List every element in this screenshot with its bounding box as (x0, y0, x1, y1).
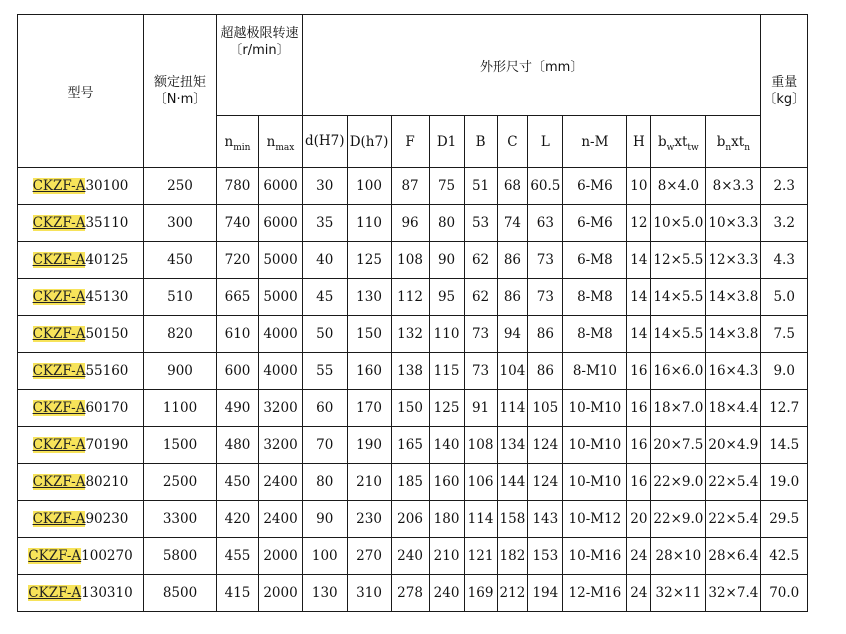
cell-d: 130 (303, 575, 348, 612)
model-cell (18, 464, 144, 501)
model-prefix-highlight: CKZF-A (32, 289, 86, 305)
cell-H: 24 (627, 575, 651, 612)
model-cell (18, 168, 144, 205)
cell-D1: 115 (429, 353, 464, 390)
header-H: H (627, 116, 651, 168)
cell-F: 112 (391, 279, 429, 316)
cell-bn: 16×4.3 (706, 353, 761, 390)
model-suffix: 80210 (85, 474, 129, 490)
cell-kg: 29.5 (761, 501, 808, 538)
cell-H: 14 (627, 279, 651, 316)
cell-nM: 10-M16 (563, 538, 627, 575)
cell-nmin: 780 (217, 168, 259, 205)
cell-B: 108 (464, 427, 497, 464)
cell-B: 91 (464, 390, 497, 427)
cell-d: 90 (303, 501, 348, 538)
cell-H: 14 (627, 316, 651, 353)
table-row (18, 538, 808, 575)
cell-D: 150 (347, 316, 391, 353)
cell-L: 63 (528, 205, 563, 242)
cell-torque: 450 (144, 242, 217, 279)
cell-C: 94 (497, 316, 528, 353)
cell-B: 51 (464, 168, 497, 205)
cell-nM: 10-M10 (563, 390, 627, 427)
cell-L: 124 (528, 427, 563, 464)
table-row (18, 427, 808, 464)
cell-d: 60 (303, 390, 348, 427)
cell-nmax: 5000 (259, 242, 303, 279)
cell-bn: 10×3.3 (706, 205, 761, 242)
cell-bw: 20×7.5 (651, 427, 706, 464)
cell-bn: 20×4.9 (706, 427, 761, 464)
model-prefix-highlight: CKZF-A (32, 511, 86, 527)
cell-D: 210 (347, 464, 391, 501)
cell-bw: 8×4.0 (651, 168, 706, 205)
cell-L: 194 (528, 575, 563, 612)
spec-table (17, 14, 808, 612)
model-suffix: 50150 (85, 326, 129, 342)
table-row (18, 501, 808, 538)
cell-bw: 10×5.0 (651, 205, 706, 242)
cell-d: 50 (303, 316, 348, 353)
cell-kg: 19.0 (761, 464, 808, 501)
cell-torque: 5800 (144, 538, 217, 575)
cell-nmin: 600 (217, 353, 259, 390)
cell-torque: 250 (144, 168, 217, 205)
cell-torque: 3300 (144, 501, 217, 538)
cell-D1: 90 (429, 242, 464, 279)
cell-nmax: 2000 (259, 538, 303, 575)
cell-B: 114 (464, 501, 497, 538)
table-row (18, 279, 808, 316)
cell-L: 86 (528, 353, 563, 390)
model-cell (18, 205, 144, 242)
cell-bn: 8×3.3 (706, 168, 761, 205)
cell-C: 158 (497, 501, 528, 538)
model-cell (18, 353, 144, 390)
cell-B: 169 (464, 575, 497, 612)
header-weight-title: 重量 (771, 75, 798, 90)
model-suffix: 45130 (85, 289, 129, 305)
cell-F: 278 (391, 575, 429, 612)
cell-nmax: 4000 (259, 353, 303, 390)
cell-nmax: 3200 (259, 390, 303, 427)
cell-F: 87 (391, 168, 429, 205)
cell-L: 153 (528, 538, 563, 575)
cell-D1: 95 (429, 279, 464, 316)
cell-B: 106 (464, 464, 497, 501)
cell-D1: 140 (429, 427, 464, 464)
cell-C: 86 (497, 279, 528, 316)
cell-nmax: 5000 (259, 279, 303, 316)
header-weight (761, 15, 808, 168)
table-row (18, 575, 808, 612)
table-row (18, 316, 808, 353)
header-F: F (391, 116, 429, 168)
cell-C: 182 (497, 538, 528, 575)
cell-F: 108 (391, 242, 429, 279)
model-suffix: 40125 (85, 252, 129, 268)
header-bw-tw: $b_wxt_{tw}$ (651, 116, 706, 168)
cell-nmax: 2400 (259, 501, 303, 538)
cell-C: 74 (497, 205, 528, 242)
model-suffix: 130310 (81, 585, 133, 601)
table-row (18, 353, 808, 390)
cell-D: 110 (347, 205, 391, 242)
cell-H: 16 (627, 427, 651, 464)
cell-B: 73 (464, 316, 497, 353)
cell-C: 104 (497, 353, 528, 390)
cell-F: 96 (391, 205, 429, 242)
cell-D: 270 (347, 538, 391, 575)
cell-B: 53 (464, 205, 497, 242)
model-prefix-highlight: CKZF-A (32, 178, 86, 194)
cell-nmin: 455 (217, 538, 259, 575)
cell-d: 70 (303, 427, 348, 464)
header-torque-title: 额定扭矩 (153, 75, 206, 90)
cell-bw: 22×9.0 (651, 464, 706, 501)
model-prefix-highlight: CKZF-A (32, 326, 86, 342)
cell-torque: 8500 (144, 575, 217, 612)
cell-d: 45 (303, 279, 348, 316)
model-suffix: 30100 (85, 178, 129, 194)
model-suffix: 35110 (85, 215, 129, 231)
cell-L: 86 (528, 316, 563, 353)
model-suffix: 55160 (85, 363, 129, 379)
cell-C: 144 (497, 464, 528, 501)
cell-D: 230 (347, 501, 391, 538)
cell-F: 240 (391, 538, 429, 575)
header-B: B (464, 116, 497, 168)
cell-nmax: 4000 (259, 316, 303, 353)
cell-nmin: 450 (217, 464, 259, 501)
cell-L: 143 (528, 501, 563, 538)
table-row (18, 168, 808, 205)
cell-D1: 80 (429, 205, 464, 242)
cell-nmax: 6000 (259, 168, 303, 205)
cell-B: 121 (464, 538, 497, 575)
cell-kg: 12.7 (761, 390, 808, 427)
table-row (18, 242, 808, 279)
cell-C: 86 (497, 242, 528, 279)
cell-H: 14 (627, 242, 651, 279)
cell-bn: 14×3.8 (706, 279, 761, 316)
cell-kg: 42.5 (761, 538, 808, 575)
cell-bn: 32×7.4 (706, 575, 761, 612)
model-prefix-highlight: CKZF-A (28, 548, 82, 564)
header-model: 型号 (18, 15, 144, 168)
cell-bn: 12×3.3 (706, 242, 761, 279)
cell-D: 125 (347, 242, 391, 279)
model-prefix-highlight: CKZF-A (28, 585, 82, 601)
cell-d: 35 (303, 205, 348, 242)
header-d-h7: d(H7) (303, 116, 348, 168)
cell-D: 160 (347, 353, 391, 390)
cell-nM: 6-M8 (563, 242, 627, 279)
cell-nmin: 740 (217, 205, 259, 242)
cell-kg: 4.3 (761, 242, 808, 279)
cell-B: 62 (464, 242, 497, 279)
cell-nM: 8-M8 (563, 279, 627, 316)
cell-F: 165 (391, 427, 429, 464)
header-speed (217, 15, 303, 116)
cell-nmin: 665 (217, 279, 259, 316)
model-suffix: 70190 (85, 437, 129, 453)
cell-L: 105 (528, 390, 563, 427)
header-speed-unit: 〔r/min〕 (229, 43, 290, 58)
cell-nM: 8-M8 (563, 316, 627, 353)
cell-C: 212 (497, 575, 528, 612)
cell-D: 130 (347, 279, 391, 316)
cell-bw: 14×5.5 (651, 279, 706, 316)
header-n-M: n-M (563, 116, 627, 168)
cell-nmax: 2400 (259, 464, 303, 501)
cell-B: 73 (464, 353, 497, 390)
cell-D: 310 (347, 575, 391, 612)
cell-bw: 22×9.0 (651, 501, 706, 538)
cell-nmax: 3200 (259, 427, 303, 464)
cell-torque: 1100 (144, 390, 217, 427)
cell-nM: 8-M10 (563, 353, 627, 390)
cell-torque: 300 (144, 205, 217, 242)
cell-nM: 12-M16 (563, 575, 627, 612)
cell-d: 80 (303, 464, 348, 501)
cell-kg: 70.0 (761, 575, 808, 612)
cell-H: 16 (627, 390, 651, 427)
header-D-h7: D(h7) (347, 116, 391, 168)
model-suffix: 100270 (81, 548, 133, 564)
model-prefix-highlight: CKZF-A (32, 437, 86, 453)
cell-nmin: 610 (217, 316, 259, 353)
model-prefix-highlight: CKZF-A (32, 215, 86, 231)
cell-d: 55 (303, 353, 348, 390)
header-dimensions: 外形尺寸〔mm〕 (303, 15, 761, 116)
header-D1: D1 (429, 116, 464, 168)
cell-nM: 10-M10 (563, 427, 627, 464)
cell-bw: 28×10 (651, 538, 706, 575)
cell-bw: 12×5.5 (651, 242, 706, 279)
model-prefix-highlight: CKZF-A (32, 363, 86, 379)
cell-D1: 125 (429, 390, 464, 427)
model-cell (18, 279, 144, 316)
cell-D1: 160 (429, 464, 464, 501)
cell-F: 132 (391, 316, 429, 353)
cell-B: 62 (464, 279, 497, 316)
cell-nmin: 720 (217, 242, 259, 279)
cell-bw: 16×6.0 (651, 353, 706, 390)
cell-torque: 820 (144, 316, 217, 353)
model-cell (18, 427, 144, 464)
header-speed-title: 超越极限转速 (220, 26, 299, 41)
cell-kg: 2.3 (761, 168, 808, 205)
cell-torque: 510 (144, 279, 217, 316)
table-row (18, 205, 808, 242)
cell-nM: 10-M10 (563, 464, 627, 501)
cell-H: 10 (627, 168, 651, 205)
cell-D1: 180 (429, 501, 464, 538)
cell-nM: 6-M6 (563, 168, 627, 205)
cell-F: 206 (391, 501, 429, 538)
cell-bn: 22×5.4 (706, 464, 761, 501)
model-suffix: 90230 (85, 511, 129, 527)
model-prefix-highlight: CKZF-A (32, 474, 86, 490)
cell-nmax: 6000 (259, 205, 303, 242)
table-body (18, 168, 808, 612)
header-torque (144, 15, 217, 168)
cell-bw: 32×11 (651, 575, 706, 612)
header-weight-unit: 〔kg〕 (763, 92, 806, 107)
cell-nmin: 420 (217, 501, 259, 538)
cell-kg: 5.0 (761, 279, 808, 316)
header-n-min: $n_{min}$ (217, 116, 259, 168)
cell-H: 16 (627, 464, 651, 501)
cell-D: 190 (347, 427, 391, 464)
model-cell (18, 242, 144, 279)
model-prefix-highlight: CKZF-A (32, 400, 86, 416)
model-cell (18, 501, 144, 538)
cell-F: 185 (391, 464, 429, 501)
cell-bw: 18×7.0 (651, 390, 706, 427)
cell-L: 73 (528, 279, 563, 316)
cell-H: 16 (627, 353, 651, 390)
cell-C: 68 (497, 168, 528, 205)
cell-L: 60.5 (528, 168, 563, 205)
header-L: L (528, 116, 563, 168)
cell-kg: 3.2 (761, 205, 808, 242)
model-cell (18, 575, 144, 612)
cell-nM: 6-M6 (563, 205, 627, 242)
cell-torque: 1500 (144, 427, 217, 464)
cell-bn: 14×3.8 (706, 316, 761, 353)
cell-bw: 14×5.5 (651, 316, 706, 353)
cell-D1: 210 (429, 538, 464, 575)
table-row (18, 464, 808, 501)
cell-H: 12 (627, 205, 651, 242)
cell-d: 100 (303, 538, 348, 575)
table-row (18, 390, 808, 427)
cell-d: 40 (303, 242, 348, 279)
cell-bn: 28×6.4 (706, 538, 761, 575)
cell-F: 150 (391, 390, 429, 427)
cell-C: 114 (497, 390, 528, 427)
top-strip (0, 0, 846, 14)
cell-kg: 14.5 (761, 427, 808, 464)
cell-D1: 110 (429, 316, 464, 353)
cell-D: 170 (347, 390, 391, 427)
cell-D1: 240 (429, 575, 464, 612)
cell-C: 134 (497, 427, 528, 464)
cell-H: 20 (627, 501, 651, 538)
header-torque-unit: 〔N·m〕 (153, 92, 207, 107)
model-cell (18, 390, 144, 427)
cell-kg: 7.5 (761, 316, 808, 353)
model-prefix-highlight: CKZF-A (32, 252, 86, 268)
cell-H: 24 (627, 538, 651, 575)
cell-L: 124 (528, 464, 563, 501)
cell-nmin: 490 (217, 390, 259, 427)
model-cell (18, 538, 144, 575)
header-row-main (18, 15, 808, 116)
cell-bn: 18×4.4 (706, 390, 761, 427)
model-cell (18, 316, 144, 353)
cell-L: 73 (528, 242, 563, 279)
header-C: C (497, 116, 528, 168)
cell-D1: 75 (429, 168, 464, 205)
cell-nmax: 2000 (259, 575, 303, 612)
cell-torque: 900 (144, 353, 217, 390)
cell-nmin: 415 (217, 575, 259, 612)
model-suffix: 60170 (85, 400, 129, 416)
header-n-max: $n_{max}$ (259, 116, 303, 168)
header-bn-tn: $b_nxt_n$ (706, 116, 761, 168)
cell-bn: 22×5.4 (706, 501, 761, 538)
cell-nmin: 480 (217, 427, 259, 464)
cell-nM: 10-M12 (563, 501, 627, 538)
cell-D: 100 (347, 168, 391, 205)
cell-kg: 9.0 (761, 353, 808, 390)
cell-torque: 2500 (144, 464, 217, 501)
cell-d: 30 (303, 168, 348, 205)
cell-F: 138 (391, 353, 429, 390)
